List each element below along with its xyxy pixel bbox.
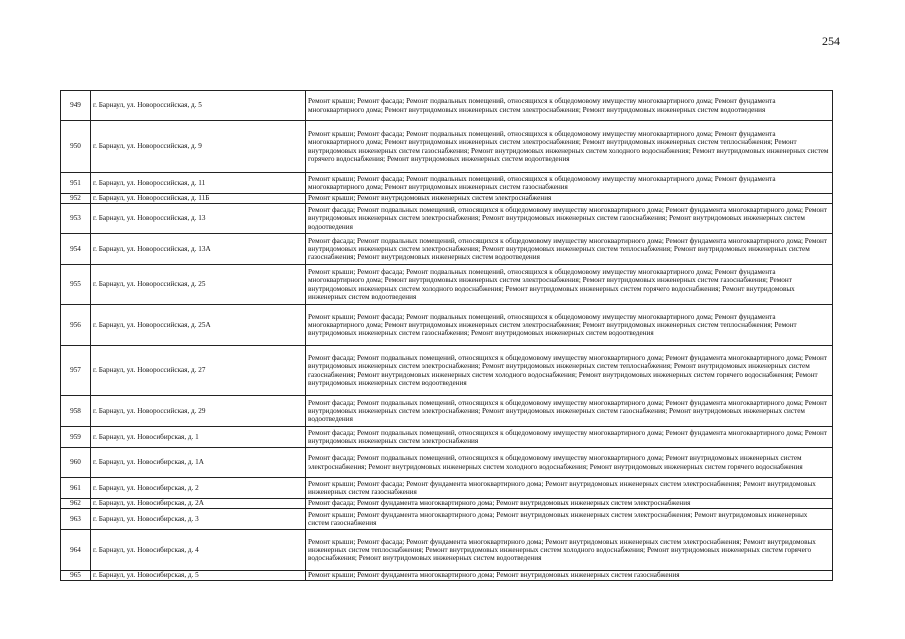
- works-cell: Ремонт крыши; Ремонт фундамента многоквартирного дома; Ремонт внутридомовых инженерных систем газоснабжения: [306, 571, 833, 581]
- works-cell: Ремонт крыши; Ремонт фундамента многоквартирного дома; Ремонт внутридомовых инженерных систем электроснабжения; Ремонт внутридомовых инженерных систем газоснабжения: [306, 509, 833, 530]
- row-number: 952: [61, 194, 91, 204]
- row-number: 955: [61, 265, 91, 305]
- row-number: 962: [61, 499, 91, 509]
- works-cell: Ремонт крыши; Ремонт фасада; Ремонт подвальных помещений, относящихся к общедомовому имуществу многоквартирного дома; Ремонт фундамента многоквартирного дома; Ремонт внутридомовых инженерных систем электроснабжения; Ремонт внутридомовых инженерных систем теплоснабжения; Ремонт внутридомовых инженерных систем газоснабжения; Ремонт внутридомовых инженерных систем холодного водоснабжения; Ремонт внутридомовых инженерных систем горячего водоснабжения; Ремонт внутридомовых инженерных систем водоотведения: [306, 121, 833, 173]
- table-row: [61, 499, 833, 509]
- row-number: 954: [61, 234, 91, 265]
- row-number: 964: [61, 530, 91, 571]
- works-cell: Ремонт крыши; Ремонт фасада; Ремонт подвальных помещений, относящихся к общедомовому имуществу многоквартирного дома; Ремонт фундамента многоквартирного дома; Ремонт внутридомовых инженерных систем газоснабжения: [306, 173, 833, 194]
- table-row: [61, 234, 833, 265]
- address-cell: г. Барнаул, ул. Новосибирская, д. 4: [91, 530, 306, 571]
- works-cell: Ремонт фасада; Ремонт подвальных помещений, относящихся к общедомовому имуществу многоквартирного дома; Ремонт внутридомовых инженерных систем электроснабжения; Ремонт внутридомовых инженерных систем холодного водоснабжения; Ремонт внутридомовых инженерных систем горячего водоснабжения: [306, 448, 833, 478]
- row-number: 957: [61, 346, 91, 396]
- table-row: [61, 530, 833, 571]
- address-cell: г. Барнаул, ул. Новороссийская, д. 29: [91, 396, 306, 427]
- works-cell: Ремонт крыши; Ремонт фасада; Ремонт подвальных помещений, относящихся к общедомовому имуществу многоквартирного дома; Ремонт фундамента многоквартирного дома; Ремонт внутридомовых инженерных систем электроснабжения; Ремонт внутридомовых инженерных систем водоотведения: [306, 91, 833, 121]
- works-cell: Ремонт фасада; Ремонт фундамента многоквартирного дома; Ремонт внутридомовых инженерных систем электроснабжения: [306, 499, 833, 509]
- address-cell: г. Барнаул, ул. Новороссийская, д. 5: [91, 91, 306, 121]
- address-cell: г. Барнаул, ул. Новороссийская, д. 25: [91, 265, 306, 305]
- table-row: [61, 346, 833, 396]
- works-cell: Ремонт крыши; Ремонт фасада; Ремонт фундамента многоквартирного дома; Ремонт внутридомовых инженерных систем электроснабжения; Ремонт внутридомовых инженерных систем газоснабжения: [306, 478, 833, 499]
- works-cell: Ремонт фасада; Ремонт подвальных помещений, относящихся к общедомовому имуществу многоквартирного дома; Ремонт фундамента многоквартирного дома; Ремонт внутридомовых инженерных систем электроснабжения; Ремонт внутридомовых инженерных систем газоснабжения; Ремонт внутридомовых инженерных систем водоотведения: [306, 396, 833, 427]
- row-number: 958: [61, 396, 91, 427]
- row-number: 959: [61, 427, 91, 448]
- table-row: [61, 427, 833, 448]
- row-number: 961: [61, 478, 91, 499]
- row-number: 949: [61, 91, 91, 121]
- table-row: [61, 265, 833, 305]
- works-cell: Ремонт фасада; Ремонт подвальных помещений, относящихся к общедомовому имуществу многоквартирного дома; Ремонт фундамента многоквартирного дома; Ремонт внутридомовых инженерных систем электроснабжения; Ремонт внутридомовых инженерных систем теплоснабжения; Ремонт внутридомовых инженерных систем газоснабжения; Ремонт внутридомовых инженерных систем холодного водоснабжения; Ремонт внутридомовых инженерных систем горячего водоснабжения; Ремонт внутридомовых инженерных систем водоотведения: [306, 346, 833, 396]
- houses-table: [60, 90, 833, 581]
- works-cell: Ремонт крыши; Ремонт фасада; Ремонт подвальных помещений, относящихся к общедомовому имуществу многоквартирного дома; Ремонт фундамента многоквартирного дома; Ремонт внутридомовых инженерных систем электроснабжения; Ремонт внутридомовых инженерных систем газоснабжения; Ремонт внутридомовых инженерных систем холодного водоснабжения; Ремонт внутридомовых инженерных систем горячего водоснабжения; Ремонт внутридомовых инженерных систем водоотведения: [306, 265, 833, 305]
- table-row: [61, 478, 833, 499]
- address-cell: г. Барнаул, ул. Новороссийская, д. 13А: [91, 234, 306, 265]
- table-row: [61, 396, 833, 427]
- row-number: 951: [61, 173, 91, 194]
- table-row: [61, 173, 833, 194]
- row-number: 960: [61, 448, 91, 478]
- table-row: [61, 91, 833, 121]
- works-cell: Ремонт фасада; Ремонт подвальных помещений, относящихся к общедомовому имуществу многоквартирного дома; Ремонт фундамента многоквартирного дома; Ремонт внутридомовых инженерных систем электроснабжения: [306, 427, 833, 448]
- works-cell: Ремонт фасада; Ремонт подвальных помещений, относящихся к общедомовому имуществу многоквартирного дома; Ремонт фундамента многоквартирного дома; Ремонт внутридомовых инженерных систем электроснабжения; Ремонт внутридомовых инженерных систем теплоснабжения; Ремонт внутридомовых инженерных систем газоснабжения; Ремонт внутридомовых инженерных систем водоотведения: [306, 234, 833, 265]
- address-cell: г. Барнаул, ул. Новороссийская, д. 27: [91, 346, 306, 396]
- table-row: [61, 448, 833, 478]
- table-row: [61, 305, 833, 346]
- table-row: [61, 509, 833, 530]
- row-number: 965: [61, 571, 91, 581]
- works-cell: Ремонт крыши; Ремонт внутридомовых инженерных систем электроснабжения: [306, 194, 833, 204]
- row-number: 953: [61, 204, 91, 234]
- address-cell: г. Барнаул, ул. Новороссийская, д. 11: [91, 173, 306, 194]
- works-cell: Ремонт фасада; Ремонт подвальных помещений, относящихся к общедомовому имуществу многоквартирного дома; Ремонт фундамента многоквартирного дома; Ремонт внутридомовых инженерных систем электроснабжения; Ремонт внутридомовых инженерных систем газоснабжения; Ремонт внутридомовых инженерных систем водоотведения: [306, 204, 833, 234]
- page-number: 254: [822, 34, 840, 48]
- table-row: [61, 194, 833, 204]
- row-number: 963: [61, 509, 91, 530]
- address-cell: г. Барнаул, ул. Новосибирская, д. 2: [91, 478, 306, 499]
- table-row: [61, 571, 833, 581]
- address-cell: г. Барнаул, ул. Новороссийская, д. 11Б: [91, 194, 306, 204]
- works-cell: Ремонт крыши; Ремонт фасада; Ремонт фундамента многоквартирного дома; Ремонт внутридомовых инженерных систем электроснабжения; Ремонт внутридомовых инженерных систем теплоснабжения; Ремонт внутридомовых инженерных систем холодного водоснабжения; Ремонт внутридомовых инженерных систем горячего водоснабжения; Ремонт внутридомовых инженерных систем водоотведения: [306, 530, 833, 571]
- row-number: 956: [61, 305, 91, 346]
- address-cell: г. Барнаул, ул. Новороссийская, д. 25А: [91, 305, 306, 346]
- row-number: 950: [61, 121, 91, 173]
- address-cell: г. Барнаул, ул. Новороссийская, д. 13: [91, 204, 306, 234]
- table-row: [61, 121, 833, 173]
- address-cell: г. Барнаул, ул. Новосибирская, д. 5: [91, 571, 306, 581]
- address-cell: г. Барнаул, ул. Новосибирская, д. 1: [91, 427, 306, 448]
- address-cell: г. Барнаул, ул. Новороссийская, д. 9: [91, 121, 306, 173]
- table-row: [61, 204, 833, 234]
- address-cell: г. Барнаул, ул. Новосибирская, д. 3: [91, 509, 306, 530]
- address-cell: г. Барнаул, ул. Новосибирская, д. 2А: [91, 499, 306, 509]
- address-cell: г. Барнаул, ул. Новосибирская, д. 1А: [91, 448, 306, 478]
- works-cell: Ремонт крыши; Ремонт фасада; Ремонт подвальных помещений, относящихся к общедомовому имуществу многоквартирного дома; Ремонт фундамента многоквартирного дома; Ремонт внутридомовых инженерных систем электроснабжения; Ремонт внутридомовых инженерных систем теплоснабжения; Ремонт внутридомовых инженерных систем газоснабжения; Ремонт внутридомовых инженерных систем водоотведения: [306, 305, 833, 346]
